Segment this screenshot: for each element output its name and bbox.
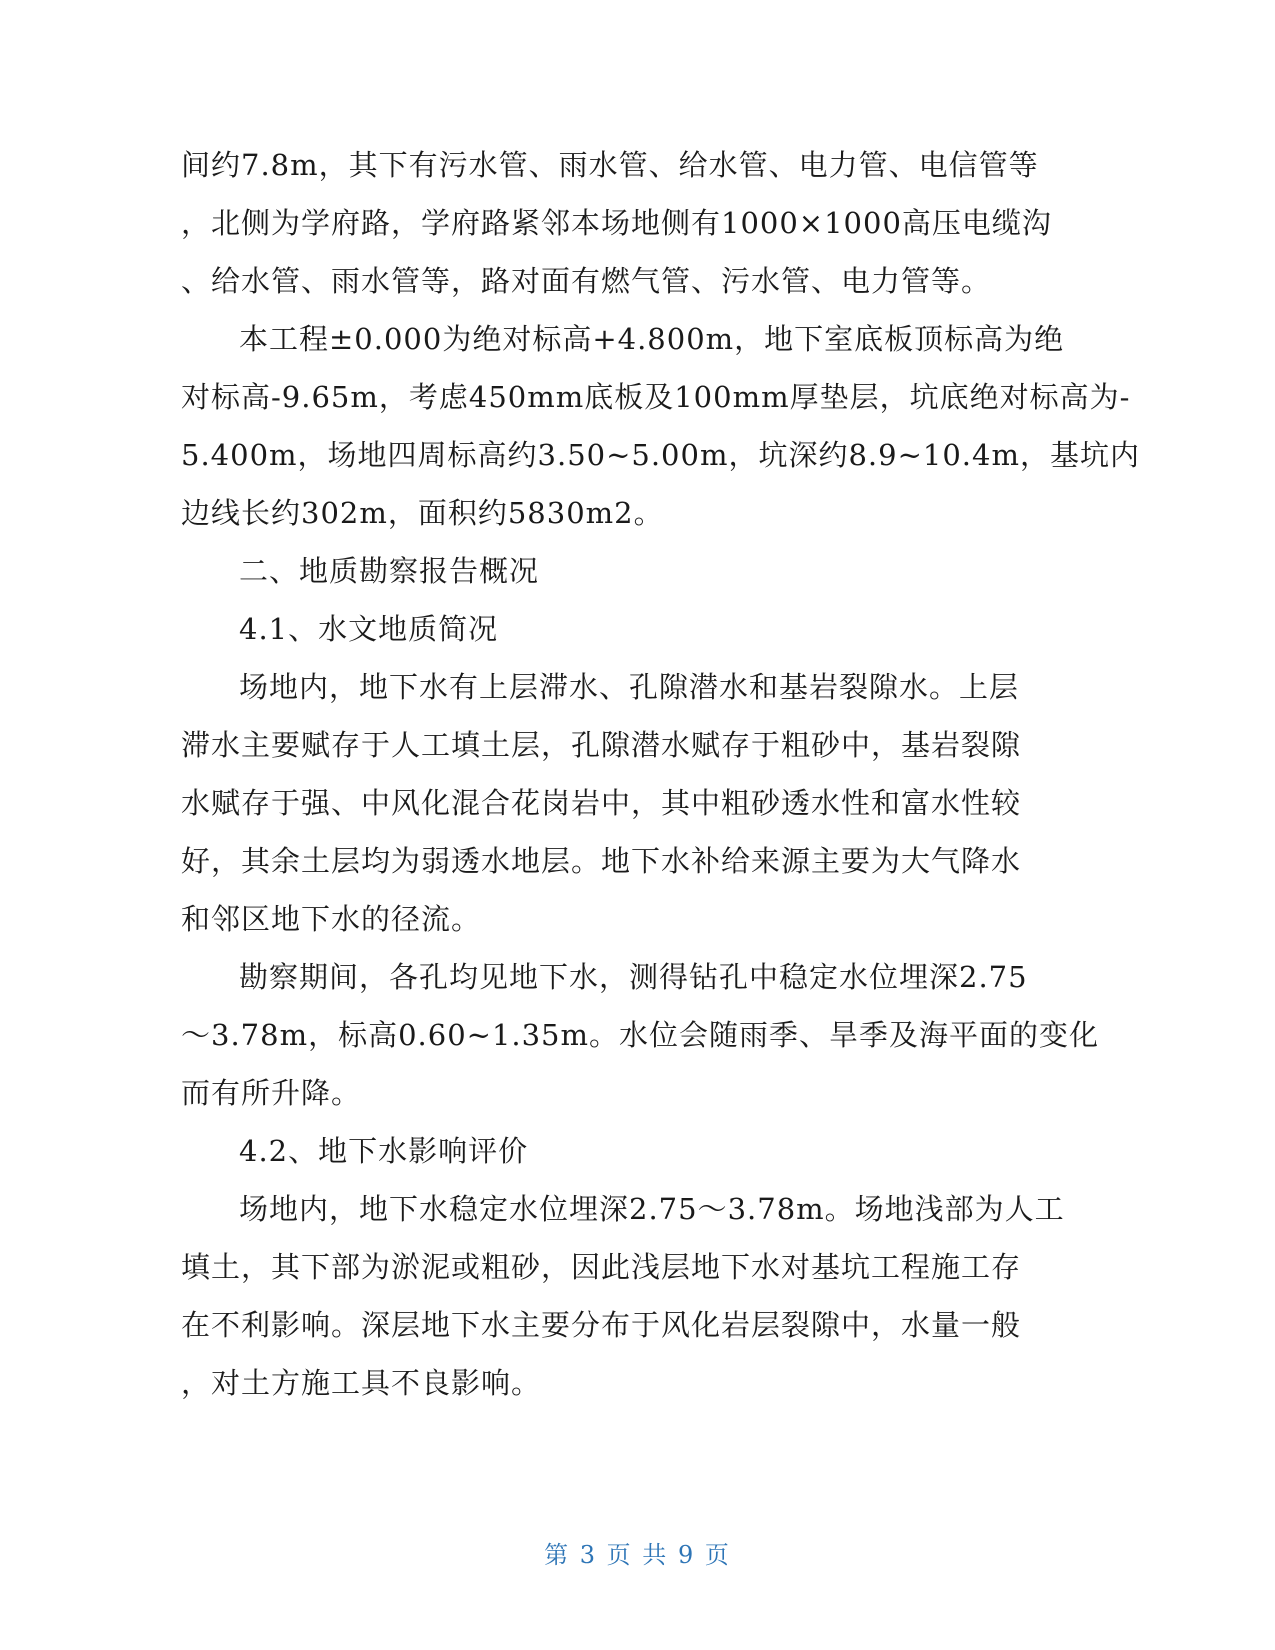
- text-line: 、给水管、雨水管等，路对面有燃气管、污水管、电力管等。: [181, 264, 992, 298]
- text-line: 在不利影响。深层地下水主要分布于风化岩层裂隙中，水量一般: [181, 1308, 1022, 1342]
- text-line: ，对土方施工具不良影响。: [181, 1366, 542, 1400]
- current-page-number: 3: [579, 1541, 598, 1569]
- footer-middle: 页 共: [606, 1541, 669, 1569]
- text-line: 对标高-9.65m，考虑450mm底板及100mm厚垫层，坑底绝对标高为-: [181, 380, 1131, 414]
- footer-prefix: 第: [544, 1541, 571, 1569]
- page-footer: [0, 1535, 1275, 1570]
- text-line: 场地内，地下水稳定水位埋深2.75～3.78m。场地浅部为人工: [239, 1192, 1065, 1226]
- text-line: 勘察期间，各孔均见地下水，测得钻孔中稳定水位埋深2.75: [239, 960, 1028, 994]
- text-line: 边线长约302m，面积约5830m2。: [181, 496, 664, 530]
- text-line: 而有所升降。: [181, 1076, 362, 1110]
- text-line: 场地内，地下水有上层滞水、孔隙潜水和基岩裂隙水。上层: [239, 670, 1020, 704]
- text-line: ～3.78m，标高0.60~1.35m。水位会随雨季、旱季及海平面的变化: [181, 1018, 1100, 1052]
- text-line: 水赋存于强、中风化混合花岗岩中，其中粗砂透水性和富水性较: [181, 786, 1022, 820]
- text-line: 填土，其下部为淤泥或粗砂，因此浅层地下水对基坑工程施工存: [181, 1250, 1022, 1284]
- text-line: ，北侧为学府路，学府路紧邻本场地侧有1000×1000高压电缆沟: [181, 206, 1052, 240]
- body-text: [181, 136, 1140, 1412]
- text-line: 5.400m，场地四周标高约3.50~5.00m，坑深约8.9~10.4m，基坑内: [181, 438, 1140, 472]
- subsection-heading: 4.1、水文地质简况: [239, 612, 499, 646]
- text-line: 滞水主要赋存于人工填土层，孔隙潜水赋存于粗砂中，基岩裂隙: [181, 728, 1022, 762]
- text-line: 和邻区地下水的径流。: [181, 902, 482, 936]
- text-line: 间约7.8m，其下有污水管、雨水管、给水管、电力管、电信管等: [181, 148, 1039, 182]
- text-line: 本工程±0.000为绝对标高+4.800m，地下室底板顶标高为绝: [239, 322, 1065, 356]
- section-heading: 二、地质勘察报告概况: [239, 554, 540, 588]
- footer-suffix: 页: [704, 1541, 731, 1569]
- total-page-count: 9: [677, 1541, 696, 1569]
- text-line: 好，其余土层均为弱透水地层。地下水补给来源主要为大气降水: [181, 844, 1022, 878]
- subsection-heading: 4.2、地下水影响评价: [239, 1134, 529, 1168]
